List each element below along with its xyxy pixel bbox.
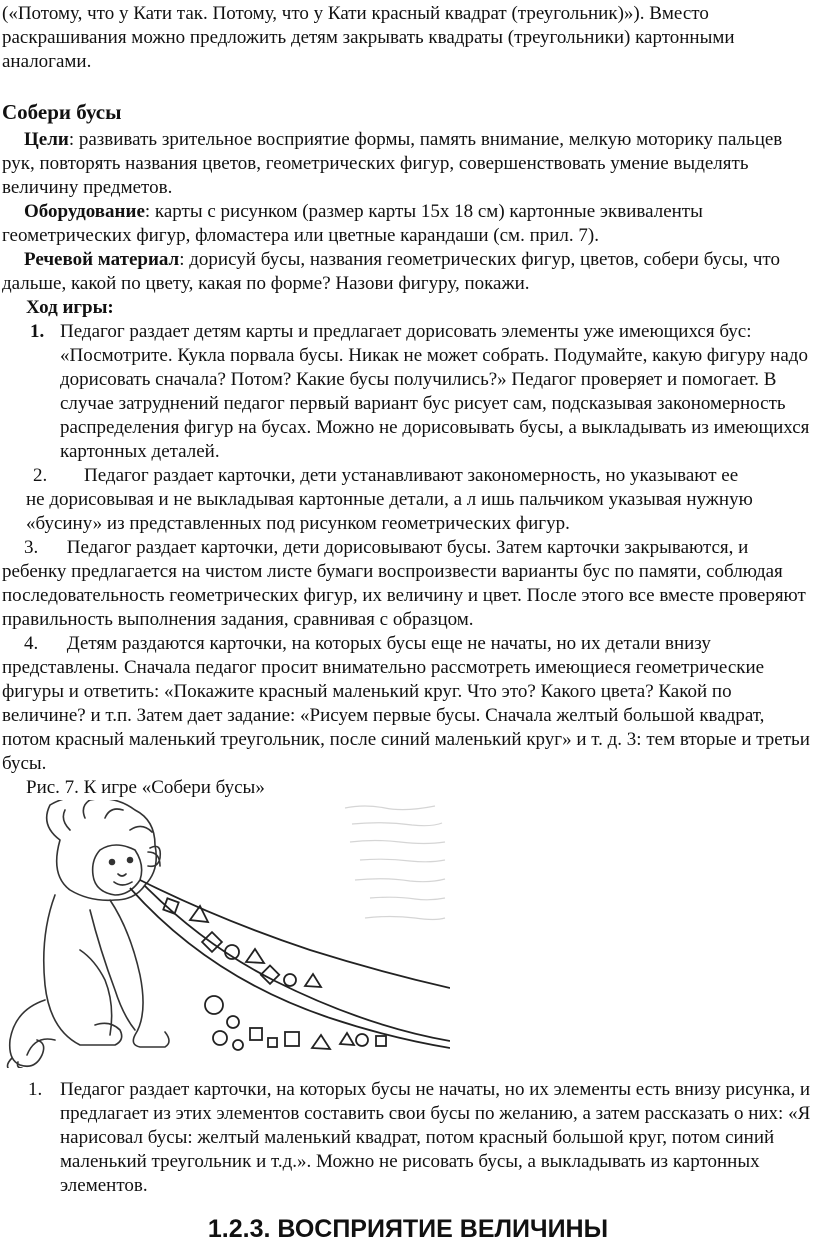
step-5-text: Педагог раздает карточки, на которых бусы не начаты, но их элементы есть внизу рисунка, и предлагает из этих элементов составить свои бусы по желанию, а затем рассказать о них: «Я нарисовал бусы: желтый маленький квадрат, потом красный большой круг, потом синий маленький треугольник и т.д.». Можно не рисовать бусы, а выкладывать из картонных элементов. bbox=[60, 1079, 811, 1196]
chapter-title: 1.2.3. ВОСПРИЯТИЕ ВЕЛИЧИНЫ bbox=[207, 1215, 609, 1243]
bead-shapes bbox=[163, 898, 386, 1050]
step-2-text: не дорисовывая и не выкладывая картонные детали, а л ишь пальчиком указывая нужную «бусину» из представленных под рисунком геометрических фигур. bbox=[26, 489, 753, 534]
step-4 bbox=[2, 632, 812, 776]
speech-material-label: Речевой материал bbox=[24, 249, 180, 270]
step-2-lead-text: Педагог раздает карточки, дети устанавливают закономерность, но указывают ее bbox=[84, 465, 739, 486]
lion-beads-illustration bbox=[0, 800, 450, 1068]
section-title: Собери бусы bbox=[2, 100, 122, 124]
lion-icon bbox=[8, 800, 170, 1068]
step-1-number: 1. bbox=[30, 321, 45, 342]
step-5-number: 1. bbox=[28, 1079, 43, 1100]
speech-material-paragraph bbox=[2, 248, 812, 296]
step-5 bbox=[28, 1078, 813, 1198]
step-3-number: 3. bbox=[24, 537, 39, 558]
step-1-text: Педагог раздает детям карты и предлагает дорисовать элементы уже имеющихся бус: «Посмотрите. Кукла порвала бусы. Никак не может собрать. Подумайте, какую фигуру надо дорисовать сначала? Потом? Какие бусы получились?» Педагог проверяет и помогает. В случае затруднений педагог первый вариант бус рисует сам, подсказывая закономерность распределения фигур на бусах. Можно не дорисовывать бусы, а выкладывать из имеющихся картонных деталей. bbox=[60, 321, 810, 462]
step-4-number: 4. bbox=[24, 633, 39, 654]
step-4-text: Детям раздаются карточки, на которых бусы еще не начаты, но их детали внизу представлены. Сначала педагог просит внимательно рассмотреть имеющиеся геометрические фигуры и ответить: «Покажите красный маленький круг. Что это? Какого цвета? Какой по величине? и т.п. Затем дает задание: «Рисуем первые бусы. Сначала желтый большой квадрат, потом красный маленький треугольник, после синий маленький круг» и т. д. 3: тем вторые и третьи бусы. bbox=[2, 633, 810, 774]
step-3 bbox=[2, 536, 812, 632]
step-1 bbox=[28, 320, 813, 464]
speech-material-text: : дорисуй бусы, названия геометрических фигур, цветов, собери бусы, что дальше, какой по цвету, какая по форме? Назови фигуру, покажи. bbox=[2, 249, 780, 294]
equipment-paragraph bbox=[2, 200, 812, 248]
step-2 bbox=[2, 464, 812, 536]
intro-paragraph: («Потому, что у Кати так. Потому, что у Кати красный квадрат (треугольник)»). Вместо раскрашивания можно предложить детям закрывать квадраты (треугольники) картонными аналогами. bbox=[2, 3, 735, 72]
procedure-title: Ход игры: bbox=[26, 297, 114, 318]
figure-caption: Рис. 7. К игре «Собери бусы» bbox=[26, 777, 265, 798]
faded-background-text bbox=[345, 806, 445, 920]
goals-text: : развивать зрительное восприятие формы, память внимание, мелкую моторику пальцев рук, повторять названия цветов, геометрических фигур, совершенствовать умение выделять величину предметов. bbox=[2, 129, 783, 198]
equipment-label: Оборудование bbox=[24, 201, 145, 222]
goals-paragraph bbox=[2, 128, 812, 200]
goals-label: Цели bbox=[24, 129, 69, 150]
equipment-text: : карты с рисунком (размер карты 15х 18 см) картонные эквиваленты геометрических фигур, фломастера или цветные карандаши (см. прил. 7). bbox=[2, 201, 703, 246]
step-3-text: Педагог раздает карточки, дети дорисовывают бусы. Затем карточки закрываются, и ребенку предлагается на чистом листе бумаги воспроизвести варианты бус по памяти, соблюдая последовательность геометрических фигур, их величину и цвет. После этого все вместе проверяют правильность выполнения задания, сравнивая с образцом. bbox=[2, 537, 806, 630]
step-2-number: 2. bbox=[33, 465, 48, 486]
